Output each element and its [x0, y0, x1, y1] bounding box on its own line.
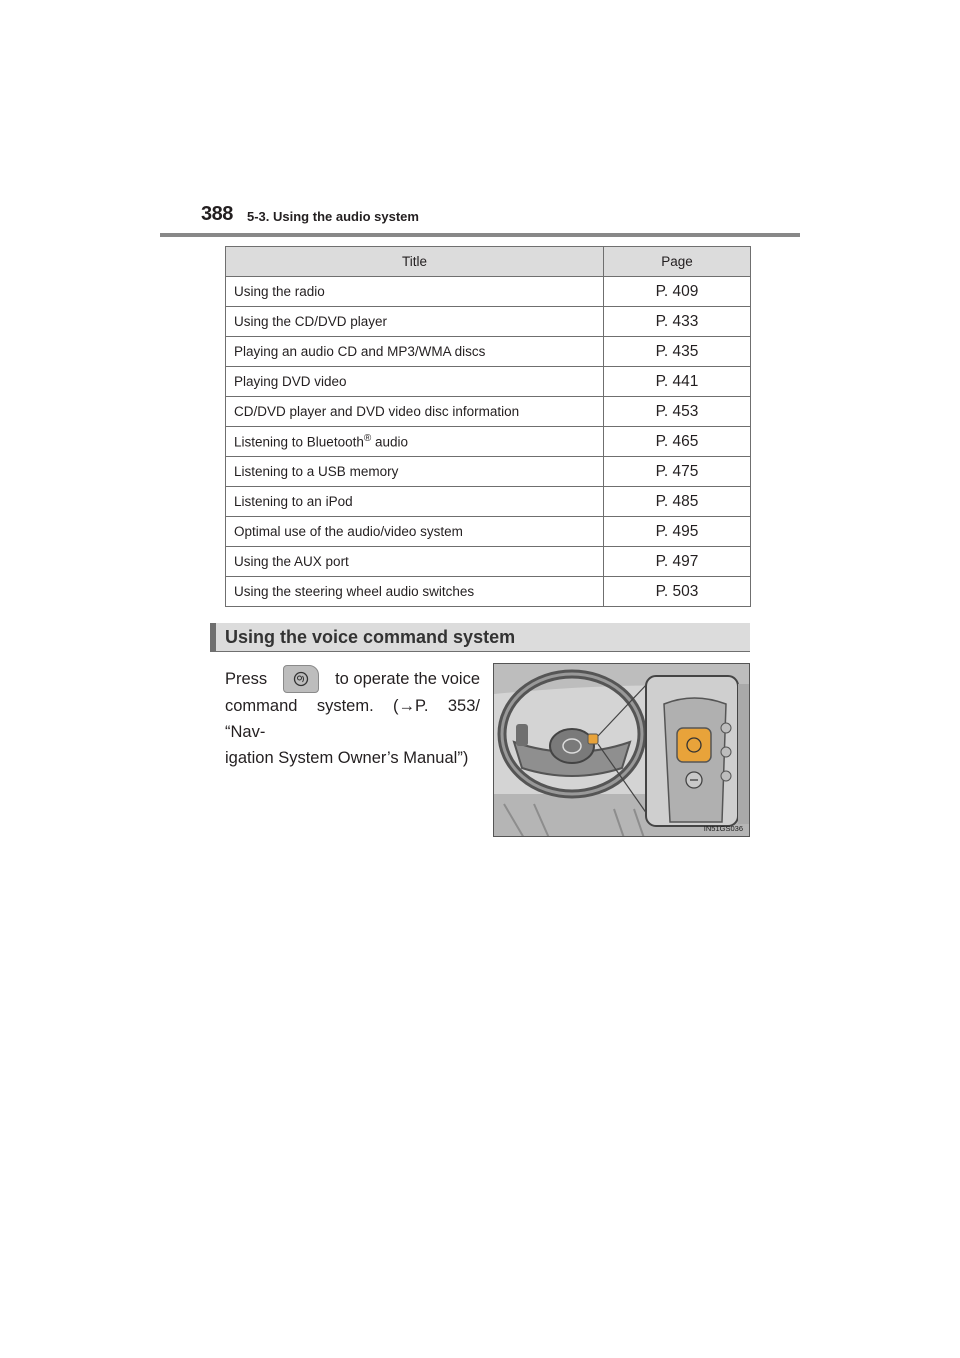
row-page-ref[interactable]: P. 409 — [604, 277, 751, 307]
row-title: Playing an audio CD and MP3/WMA discs — [226, 337, 604, 367]
row-title: CD/DVD player and DVD video disc information — [226, 397, 604, 427]
row-page-ref[interactable]: P. 475 — [604, 457, 751, 487]
table-row — [226, 277, 751, 307]
illustration-code: IN51GS036 — [703, 824, 743, 833]
row-title: Optimal use of the audio/video system — [226, 517, 604, 547]
instruction-line-2: command system. (→P. 353/ “Nav- — [225, 697, 480, 741]
operate-text: to operate the voice — [335, 670, 480, 688]
steering-wheel-drawing — [494, 664, 750, 837]
table-header-row — [226, 247, 751, 277]
instruction-line-1 — [225, 665, 480, 693]
page-header — [160, 203, 800, 237]
table-row — [226, 547, 751, 577]
audio-functions-table — [225, 246, 751, 607]
table-row — [226, 307, 751, 337]
row-title: Using the radio — [226, 277, 604, 307]
table-row — [226, 517, 751, 547]
row-title — [226, 427, 604, 457]
row-title-text: Listening to Bluetooth — [234, 434, 364, 450]
row-page-ref[interactable]: P. 453 — [604, 397, 751, 427]
section-heading: Using the voice command system — [210, 623, 750, 652]
row-page-ref[interactable]: P. 495 — [604, 517, 751, 547]
row-page-ref[interactable]: P. 503 — [604, 577, 751, 607]
row-title: Using the AUX port — [226, 547, 604, 577]
column-header-page: Page — [604, 247, 751, 277]
table-row — [226, 337, 751, 367]
page-number: 388 — [201, 203, 233, 225]
row-page-ref[interactable]: P. 441 — [604, 367, 751, 397]
talk-switch-icon — [283, 665, 319, 693]
row-page-ref[interactable]: P. 465 — [604, 427, 751, 457]
row-title: Using the steering wheel audio switches — [226, 577, 604, 607]
table-row — [226, 367, 751, 397]
row-page-ref[interactable]: P. 497 — [604, 547, 751, 577]
row-title: Playing DVD video — [226, 367, 604, 397]
column-header-title: Title — [226, 247, 604, 277]
table-row — [226, 397, 751, 427]
table-row — [226, 577, 751, 607]
table-row — [226, 427, 751, 457]
steering-wheel-illustration — [493, 663, 750, 837]
table-row — [226, 457, 751, 487]
row-title: Listening to an iPod — [226, 487, 604, 517]
section-label: 5-3. Using the audio system — [247, 209, 419, 224]
press-word: Press — [225, 670, 268, 688]
row-title-tail: audio — [371, 434, 409, 450]
row-page-ref[interactable]: P. 485 — [604, 487, 751, 517]
row-title: Using the CD/DVD player — [226, 307, 604, 337]
header-rule — [160, 233, 800, 237]
row-title: Listening to a USB memory — [226, 457, 604, 487]
row-page-ref[interactable]: P. 435 — [604, 337, 751, 367]
registered-mark: ® — [363, 433, 372, 445]
instruction-line-3: igation System Owner’s Manual”) — [225, 749, 469, 767]
table-row — [226, 487, 751, 517]
row-page-ref[interactable]: P. 433 — [604, 307, 751, 337]
instruction-text — [225, 665, 480, 771]
